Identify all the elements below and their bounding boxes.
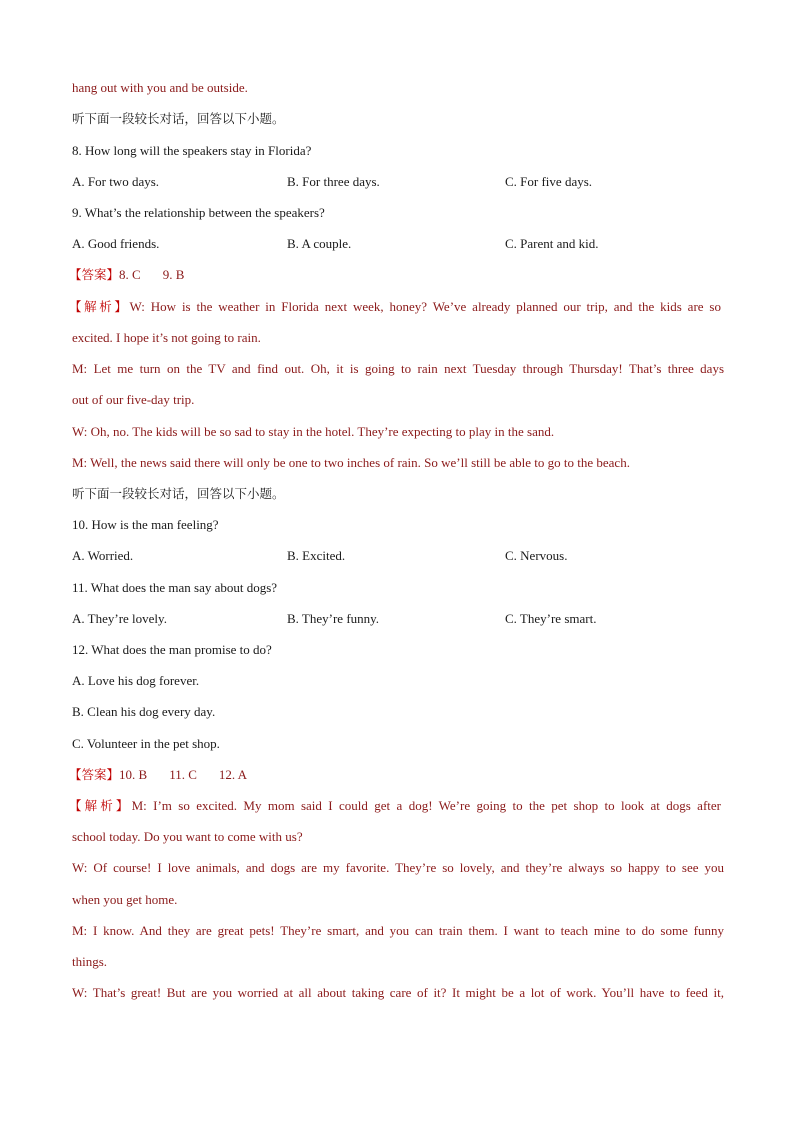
answer-12: 12. A <box>218 767 248 782</box>
answer-8: 8. C <box>119 267 141 282</box>
answer-11: 11. C <box>169 767 197 782</box>
q11-option-b: B. They’re funny. <box>287 611 380 626</box>
q11-option-c: C. They’re smart. <box>505 611 597 626</box>
question-12: 12. What does the man promise to do? <box>72 642 272 657</box>
explanation-line-1 <box>69 298 721 316</box>
question-11: 11. What does the man say about dogs? <box>72 580 278 595</box>
transcript-line: W: That’s great! But are you worried at all about taking care of it? It might be a lot of work. You’ll have to feed it, <box>72 985 724 1000</box>
transcript-line: out of our five-day trip. <box>72 392 195 407</box>
transcript-line: W: Of course! I love animals, and dogs are my favorite. They’re so lovely, and they’re always so happy to see you <box>72 860 724 875</box>
q10-option-a: A. Worried. <box>72 548 134 563</box>
q12-option-c: C. Volunteer in the pet shop. <box>72 736 220 751</box>
q8-option-a: A. For two days. <box>72 174 160 189</box>
transcript-line: M: Let me turn on the TV and find out. Oh, it is going to rain next Tuesday through Thursday! That’s three days <box>72 361 724 376</box>
answer-line-2 <box>69 766 247 784</box>
explanation-label: 【解析】 <box>69 798 132 813</box>
question-10: 10. How is the man feeling? <box>72 517 219 532</box>
q10-option-b: B. Excited. <box>287 548 346 563</box>
continued-transcript-line: hang out with you and be outside. <box>72 80 248 95</box>
transcript-line: W: Oh, no. The kids will be so sad to stay in the hotel. They’re expecting to play in the sand. <box>72 424 555 439</box>
answer-label: 【答案】 <box>69 267 120 282</box>
transcript-line: M: I know. And they are great pets! They’re smart, and you can train them. I want to teach mine to do some funny <box>72 923 724 938</box>
explanation-label: 【解析】 <box>69 299 130 314</box>
transcript-text: M: I’m so excited. My mom said I could get a dog! We’re going to the pet shop to look at dogs after <box>131 798 721 813</box>
question-8: 8. How long will the speakers stay in Florida? <box>72 143 312 158</box>
transcript-text: W: How is the weather in Florida next week, honey? We’ve already planned our trip, and the kids are so <box>129 299 721 314</box>
answer-9: 9. B <box>162 267 185 282</box>
section-instruction: 听下面一段较长对话，回答以下小题。 <box>72 486 285 501</box>
transcript-line: when you get home. <box>72 892 178 907</box>
answer-label: 【答案】 <box>69 767 120 782</box>
transcript-line: M: Well, the news said there will only be one to two inches of rain. So we’ll still be able to go to the beach. <box>72 455 630 470</box>
question-9: 9. What’s the relationship between the speakers? <box>72 205 325 220</box>
answer-line-1 <box>69 266 184 284</box>
section-instruction: 听下面一段较长对话，回答以下小题。 <box>72 111 285 126</box>
q9-option-c: C. Parent and kid. <box>505 236 599 251</box>
transcript-line: excited. I hope it’s not going to rain. <box>72 330 261 345</box>
q9-option-b: B. A couple. <box>287 236 352 251</box>
q11-option-a: A. They’re lovely. <box>72 611 167 626</box>
transcript-line: school today. Do you want to come with us? <box>72 829 303 844</box>
q8-option-b: B. For three days. <box>287 174 380 189</box>
q12-option-b: B. Clean his dog every day. <box>72 704 216 719</box>
q9-option-a: A. Good friends. <box>72 236 160 251</box>
transcript-line: things. <box>72 954 108 969</box>
explanation-line-2 <box>69 797 721 815</box>
q10-option-c: C. Nervous. <box>505 548 568 563</box>
answer-10: 10. B <box>119 767 148 782</box>
q12-option-a: A. Love his dog forever. <box>72 673 200 688</box>
q8-option-c: C. For five days. <box>505 174 593 189</box>
